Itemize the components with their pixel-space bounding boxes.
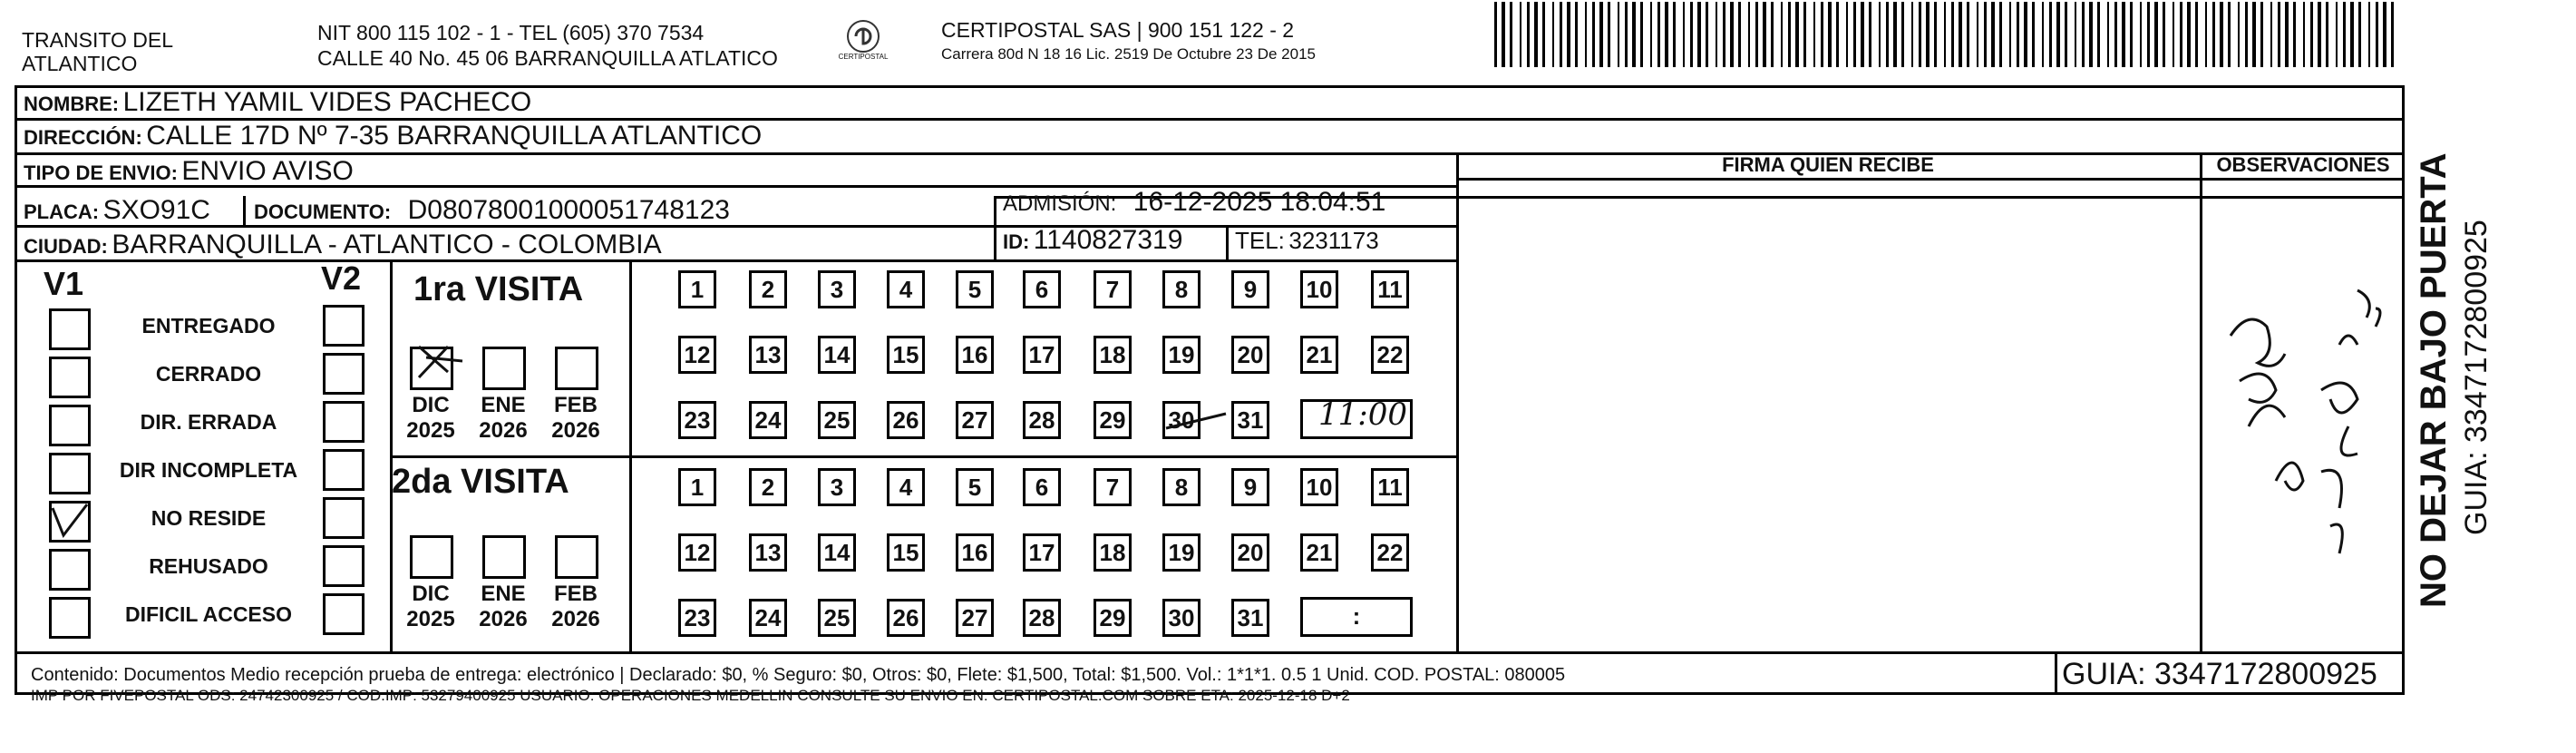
first-visit-day-box[interactable]: 31	[1231, 401, 1269, 439]
second-visit-day-box[interactable]: 25	[818, 599, 856, 637]
first-visit-day-box[interactable]: 8	[1162, 270, 1201, 308]
id-label: ID:	[1003, 230, 1030, 253]
second-visit-title: 2da VISITA	[392, 463, 569, 501]
second-visit-day-box[interactable]: 29	[1094, 599, 1132, 637]
first-visit-day-box[interactable]: 24	[749, 401, 787, 439]
first-visit-day-box[interactable]: 25	[818, 401, 856, 439]
company-license: Carrera 80d N 18 16 Lic. 2519 De Octubre 23 De 2015	[941, 45, 1316, 63]
second-visit-day-box[interactable]: 3	[818, 468, 856, 506]
first-visit-day-box[interactable]: 28	[1023, 401, 1061, 439]
first-visit-day-box[interactable]: 6	[1023, 270, 1061, 308]
second-visit-day-box[interactable]: 5	[956, 468, 994, 506]
company-name: CERTIPOSTAL SAS | 900 151 122 - 2	[941, 18, 1295, 42]
first-visit-day-box[interactable]: 27	[956, 401, 994, 439]
first-visit-day-box[interactable]: 5	[956, 270, 994, 308]
second-visit-day-box[interactable]: 30	[1162, 599, 1201, 637]
second-visit-day-box[interactable]: 6	[1023, 468, 1061, 506]
status-option-label: DIFICIL ACCESO	[124, 602, 292, 626]
month-year: 2025	[406, 607, 455, 631]
second-visit-day-box[interactable]: 7	[1094, 468, 1132, 506]
sender-name-line2: ATLANTICO	[22, 52, 138, 75]
second-visit-day-box[interactable]: 8	[1162, 468, 1201, 506]
v1-label: V1	[44, 265, 84, 302]
second-visit-day-box[interactable]: 28	[1023, 599, 1061, 637]
tel-value: 3231173	[1288, 227, 1379, 254]
id-value: 1140827319	[1033, 225, 1183, 255]
second-visit-day-box[interactable]: 17	[1023, 533, 1061, 572]
second-visit-day-box[interactable]: 21	[1300, 533, 1338, 572]
second-visit-day-box[interactable]: 11	[1371, 468, 1409, 506]
v2-label: V2	[321, 259, 362, 297]
second-visit-day-box[interactable]: 1	[678, 468, 716, 506]
status-option-label: ENTREGADO	[141, 314, 276, 337]
month-year: 2026	[551, 418, 600, 443]
second-visit-day-box[interactable]: 12	[678, 533, 716, 572]
first-visit-day-box[interactable]: 3	[818, 270, 856, 308]
first-visit-day-box[interactable]: 19	[1162, 336, 1201, 374]
first-visit-day-box[interactable]: 14	[818, 336, 856, 374]
placa-label: PLACA:	[24, 200, 100, 223]
status-option-label: DIR. ERRADA	[140, 410, 277, 434]
first-visit-title: 1ra VISITA	[413, 270, 584, 308]
status-option-label: REHUSADO	[149, 554, 268, 578]
month-year: 2026	[551, 607, 600, 631]
second-visit-day-box[interactable]: 9	[1231, 468, 1269, 506]
second-visit-time-box[interactable]: :	[1300, 597, 1413, 637]
second-visit-day-box[interactable]: 10	[1300, 468, 1338, 506]
admision-label: ADMISIÓN:	[1003, 191, 1117, 216]
month-name: DIC	[412, 582, 450, 606]
side-guia: GUIA: 3347172800925	[2459, 220, 2493, 535]
first-visit-day-box[interactable]: 26	[887, 401, 925, 439]
second-visit-day-box[interactable]: 14	[818, 533, 856, 572]
firma-header: FIRMA QUIEN RECIBE	[1722, 153, 1934, 176]
first-visit-day-box[interactable]: 29	[1094, 401, 1132, 439]
footer-contenido: Contenido: Documentos Medio recepción prueba de entrega: electrónico | Declarado: $0, % Seguro: $0, Otros: $0, Flete: $1,500, Total: $1,500. Vol.: 1*1*1. 0.5 1 Unid. COD. POSTAL: 080005	[31, 665, 1566, 685]
ciudad-value: BARRANQUILLA - ATLANTICO - COLOMBIA	[112, 230, 662, 259]
no-dejar-bajo-puerta: NO DEJAR BAJO PUERTA	[2414, 152, 2454, 608]
first-visit-day-box[interactable]: 30	[1162, 401, 1201, 439]
month-name: DIC	[412, 393, 450, 417]
first-visit-day-box[interactable]: 11	[1371, 270, 1409, 308]
first-visit-day-box[interactable]: 1	[678, 270, 716, 308]
first-visit-day-box[interactable]: 21	[1300, 336, 1338, 374]
second-visit-day-box[interactable]: 31	[1231, 599, 1269, 637]
footer-imp: IMP POR FIVEPOSTAL ODS: 24742300925 / COD.IMP: 53279400925 USUARIO: OPERACIONES MEDELLIN CONSULTE SU ENVIO EN: CERTIPOSTAL.COM SOBRE ETA: 2025-12-18 D+2	[31, 687, 1350, 704]
first-visit-day-box[interactable]: 20	[1231, 336, 1269, 374]
handwritten-time: 11:00	[1318, 396, 1407, 433]
sender-name-line1: TRANSITO DEL	[22, 28, 173, 52]
ciudad-label: CIUDAD:	[24, 235, 108, 258]
logo-text: CERTIPOSTAL	[838, 53, 889, 61]
second-visit-day-box[interactable]: 20	[1231, 533, 1269, 572]
second-visit-day-box[interactable]: 13	[749, 533, 787, 572]
month-name: FEB	[554, 393, 598, 417]
second-visit-day-box[interactable]: 15	[887, 533, 925, 572]
first-visit-day-box[interactable]: 4	[887, 270, 925, 308]
direccion-value: CALLE 17D Nº 7-35 BARRANQUILLA ATLANTICO	[146, 121, 763, 151]
month-name: ENE	[481, 582, 526, 606]
first-visit-day-box[interactable]: 9	[1231, 270, 1269, 308]
documento-label: DOCUMENTO:	[254, 200, 392, 223]
first-visit-day-box[interactable]: 15	[887, 336, 925, 374]
second-visit-day-box[interactable]: 24	[749, 599, 787, 637]
nombre-value: LIZETH YAMIL VIDES PACHECO	[122, 87, 532, 117]
first-visit-day-box[interactable]: 2	[749, 270, 787, 308]
first-visit-day-box[interactable]: 23	[678, 401, 716, 439]
first-visit-day-box[interactable]: 18	[1094, 336, 1132, 374]
nombre-label: NOMBRE:	[24, 93, 120, 115]
first-visit-day-box[interactable]: 10	[1300, 270, 1338, 308]
status-option-label: CERRADO	[155, 362, 262, 386]
observaciones-header: OBSERVACIONES	[2216, 153, 2390, 176]
tel-label: TEL:	[1235, 227, 1285, 254]
first-visit-day-box[interactable]: 16	[956, 336, 994, 374]
second-visit-day-box[interactable]: 26	[887, 599, 925, 637]
second-visit-day-box[interactable]: 22	[1371, 533, 1409, 572]
first-visit-day-box[interactable]: 22	[1371, 336, 1409, 374]
second-visit-day-box[interactable]: 27	[956, 599, 994, 637]
first-visit-day-box[interactable]: 13	[749, 336, 787, 374]
tipo-envio-label: TIPO DE ENVIO:	[24, 161, 178, 184]
placa-value: SXO91C	[102, 195, 210, 225]
footer-guia: GUIA: 3347172800925	[2062, 657, 2377, 691]
sender-address: CALLE 40 No. 45 06 BARRANQUILLA ATLATICO	[317, 46, 778, 70]
month-name: ENE	[481, 393, 526, 417]
admision-value: 16-12-2025 18:04:51	[1132, 187, 1386, 217]
tipo-envio-value: ENVIO AVISO	[181, 156, 354, 186]
second-visit-day-box[interactable]: 19	[1162, 533, 1201, 572]
documento-value: D08078001000051748123	[407, 195, 730, 225]
second-visit-day-box[interactable]: 4	[887, 468, 925, 506]
month-year: 2026	[479, 607, 528, 631]
direccion-label: DIRECCIÓN:	[24, 126, 142, 149]
second-visit-day-box[interactable]: 16	[956, 533, 994, 572]
month-name: FEB	[554, 582, 598, 606]
second-visit-day-box[interactable]: 2	[749, 468, 787, 506]
second-visit-day-box[interactable]: 18	[1094, 533, 1132, 572]
first-visit-day-box[interactable]: 7	[1094, 270, 1132, 308]
month-year: 2026	[479, 418, 528, 443]
first-visit-day-box[interactable]: 17	[1023, 336, 1061, 374]
sender-nit: NIT 800 115 102 - 1 - TEL (605) 370 7534	[317, 21, 705, 44]
second-visit-day-box[interactable]: 23	[678, 599, 716, 637]
status-option-label: DIR INCOMPLETA	[119, 458, 298, 482]
month-year: 2025	[406, 418, 455, 443]
first-visit-day-box[interactable]: 12	[678, 336, 716, 374]
status-option-label: NO RESIDE	[151, 506, 267, 530]
